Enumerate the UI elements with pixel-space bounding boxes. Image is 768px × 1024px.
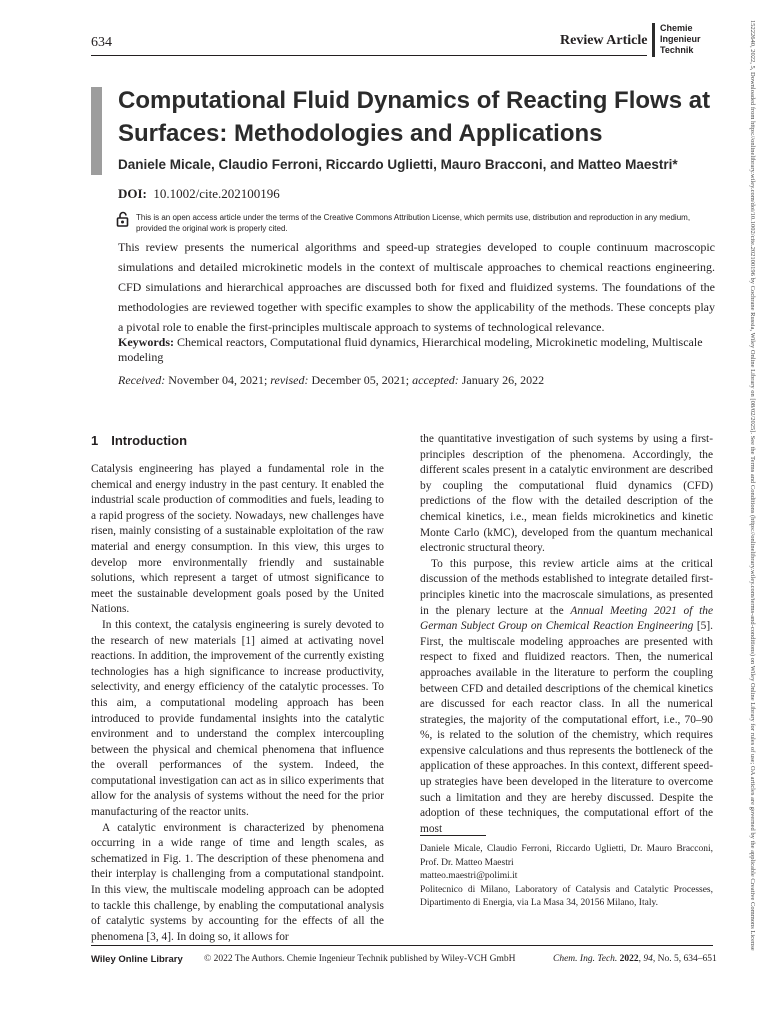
received-date: November 04, 2021; <box>168 373 268 387</box>
body-column-left <box>91 462 384 945</box>
footnote-affiliation: Politecnico di Milano, Laboratory of Catalysis and Catalytic Processes, Dipartimento di Energia, via La Masa 34, 20156 Milano, Italy. <box>420 884 713 909</box>
keywords-label: Keywords: <box>118 335 174 349</box>
journal-citation: Chem. Ing. Tech. 2022, 94, No. 5, 634–651 <box>553 954 717 964</box>
article-dates <box>118 373 544 388</box>
revised-date: December 05, 2021; <box>311 373 410 387</box>
doi-line <box>118 186 280 202</box>
body-column-right <box>420 432 713 837</box>
keywords <box>118 335 715 365</box>
journal-logo-line: Ingenieur <box>660 34 701 44</box>
body-paragraph: In this context, the catalysis engineering is surely devoted to the research of new materials [1] aimed at activating novel reactions. In addition, the improvement of the currently existing technologies has a high significance to increase productivity, selectivity, and energy efficiency of the catalytic processes. To this aim, a computational modeling approach has been introduced to provide fundamental insights into the catalytic environment and to understand the complex intercoupling between the physical and chemical phenomena that influence the overall performances of the system. Indeed, the computational investigation can act as in silico experiments that allow for the analysis of systems without the need for the prior manufacturing of the reactor units. <box>91 618 384 819</box>
footer-rule <box>91 945 713 946</box>
open-access-notice: This is an open access article under the terms of the Creative Commons Attribution License, which permits use, distribution and reproduction in any medium, provided the original work is properly cited. <box>136 213 691 233</box>
revised-label: revised: <box>270 373 309 387</box>
section-heading: 1 Introduction <box>91 433 188 448</box>
download-notice <box>745 20 757 1010</box>
abstract: This review presents the numerical algorithms and speed-up strategies developed to couple continuum macroscopic simulations and detailed microkinetic models in the context of multiscale approaches to chemical reactions engineering. CFD simulations and hierarchical approaches are discussed both for fixed and fluidized systems. The foundations of the methodologies are reviewed together with specific examples to show the applicability of the methods. These concepts play a pivotal role to enable the first-principles multiscale approach to systems of technological relevance. <box>118 240 715 334</box>
body-paragraph <box>420 557 713 838</box>
journal-logo-line: Technik <box>660 45 694 55</box>
accepted-date: January 26, 2022 <box>461 373 545 387</box>
footnote-rule <box>420 835 486 836</box>
journal-volume: 94 <box>643 954 653 964</box>
wiley-logo: Wiley Online Library <box>91 954 183 965</box>
italic-text-run: Annual Meeting 2021 of the German Subject Group on Chemical Reaction Engineering <box>420 604 714 633</box>
journal-logo <box>652 23 730 57</box>
header-rule <box>91 55 647 56</box>
journal-logo-line: Chemie <box>660 23 693 33</box>
article-title: Computational Fluid Dynamics of Reacting Flows at Surfaces: Methodologies and Applications <box>118 87 711 147</box>
journal-issue-pages: , No. 5, 634–651 <box>652 954 717 964</box>
received-label: Received: <box>118 373 166 387</box>
doi-label: DOI: <box>118 186 147 201</box>
body-paragraph: Catalysis engineering has played a fundamental role in the chemical and energy industry in the past century. It enabled the industrial scale production of commodities and fuels, leading to a rapid progress of the society. Nowadays, new challenges have risen, mainly consisting of a sustainable exploitation of the raw material and energy consumption. In this view, this urges to develop more environmentally friendly and sustainable solutions, which represent a target of utmost significance to meet the sustainable development goals posed by the United Nations. <box>91 463 384 616</box>
download-notice-text: 15222640, 2022, 5, Downloaded from https://onlinelibrary.wiley.com/doi/10.1002/cite.202100196 by Cochrane Russia, Wiley Online Library on [08/02/2025]. See the Terms and Conditions (https://onlinelibrary.wiley.com/terms-and-conditions) on Wiley Online Library for rules of use; OA articles are governed by the applicable Creative Commons License <box>749 20 756 951</box>
journal-abbrev: Chem. Ing. Tech. <box>553 954 618 964</box>
copyright-notice: © 2022 The Authors. Chemie Ingenieur Technik published by Wiley-VCH GmbH <box>204 954 516 964</box>
page-number: 634 <box>91 35 112 50</box>
text-run: To this purpose, this review article aims at the critical discussion of the methods established to integrate detailed first-principles kinetic into the macroscale simulations, as presented in the plenary lecture at the <box>420 557 713 617</box>
accepted-label: accepted: <box>412 373 459 387</box>
body-paragraph: A catalytic environment is characterized by phenomena occurring in a wide range of time and length scales, as schematized in Fig. 1. The description of these phenomena and their interplay is challenging from a computational standpoint. In this view, the multiscale modeling approach can be adopted to tackle this challenge, by enabling the computational analysis of catalytic systems by accounting for the effects of all the phenomena [3, 4]. In doing so, it allows for <box>91 821 384 943</box>
keywords-text: Chemical reactors, Computational fluid dynamics, Hierarchical modeling, Microkinetic modeling, Multiscale modeling <box>118 335 703 364</box>
title-accent-bar <box>91 87 102 175</box>
footnote-email[interactable]: matteo.maestri@polimi.it <box>420 871 518 882</box>
section-label: Review Article <box>560 33 648 48</box>
body-paragraph: the quantitative investigation of such systems by using a first-principles description of the phenomena. Accordingly, the different scales present in a catalytic environment are described by coupling the computational fluid dynamics (CFD) predictions of the flow with the detailed description of the chemical kinetics, i.e., mean fields microkinetics and kinetic Monte Carlo (kMC), developed from the quantum mechanical electronic structural theory. <box>420 433 713 555</box>
author-footnote <box>420 843 713 911</box>
footnote-names: Daniele Micale, Claudio Ferroni, Riccardo Uglietti, Dr. Mauro Bracconi, Prof. Dr. Matteo Maestri <box>420 844 713 868</box>
author-list: Daniele Micale, Claudio Ferroni, Riccardo Uglietti, Mauro Bracconi, and Matteo Maestri* <box>118 157 678 172</box>
journal-year: 2022 <box>619 954 639 964</box>
doi-link[interactable]: 10.1002/cite.202100196 <box>153 186 280 201</box>
text-run: [5]. First, the multiscale modeling approaches are presented with respect to fixed and fluidized reactors. Then, the numerical approaches available in the literature to perform the coupling between CFD and detailed descriptions of the chemical kinetics are discussed for each reactor class. In all the numerical strategies, the majority of the computational effort, i.e., 70–90 %, is related to the solution of the chemistry, which requires expensive calculations and thus represents the bottleneck of the application of these approaches. In this context, different speed-up strategies have been developed in the literature to overcome such a limitation and they are hereby discussed. Despite the adoption of these techniques, the computational effort of the most <box>420 620 713 835</box>
open-access-icon <box>116 211 130 227</box>
